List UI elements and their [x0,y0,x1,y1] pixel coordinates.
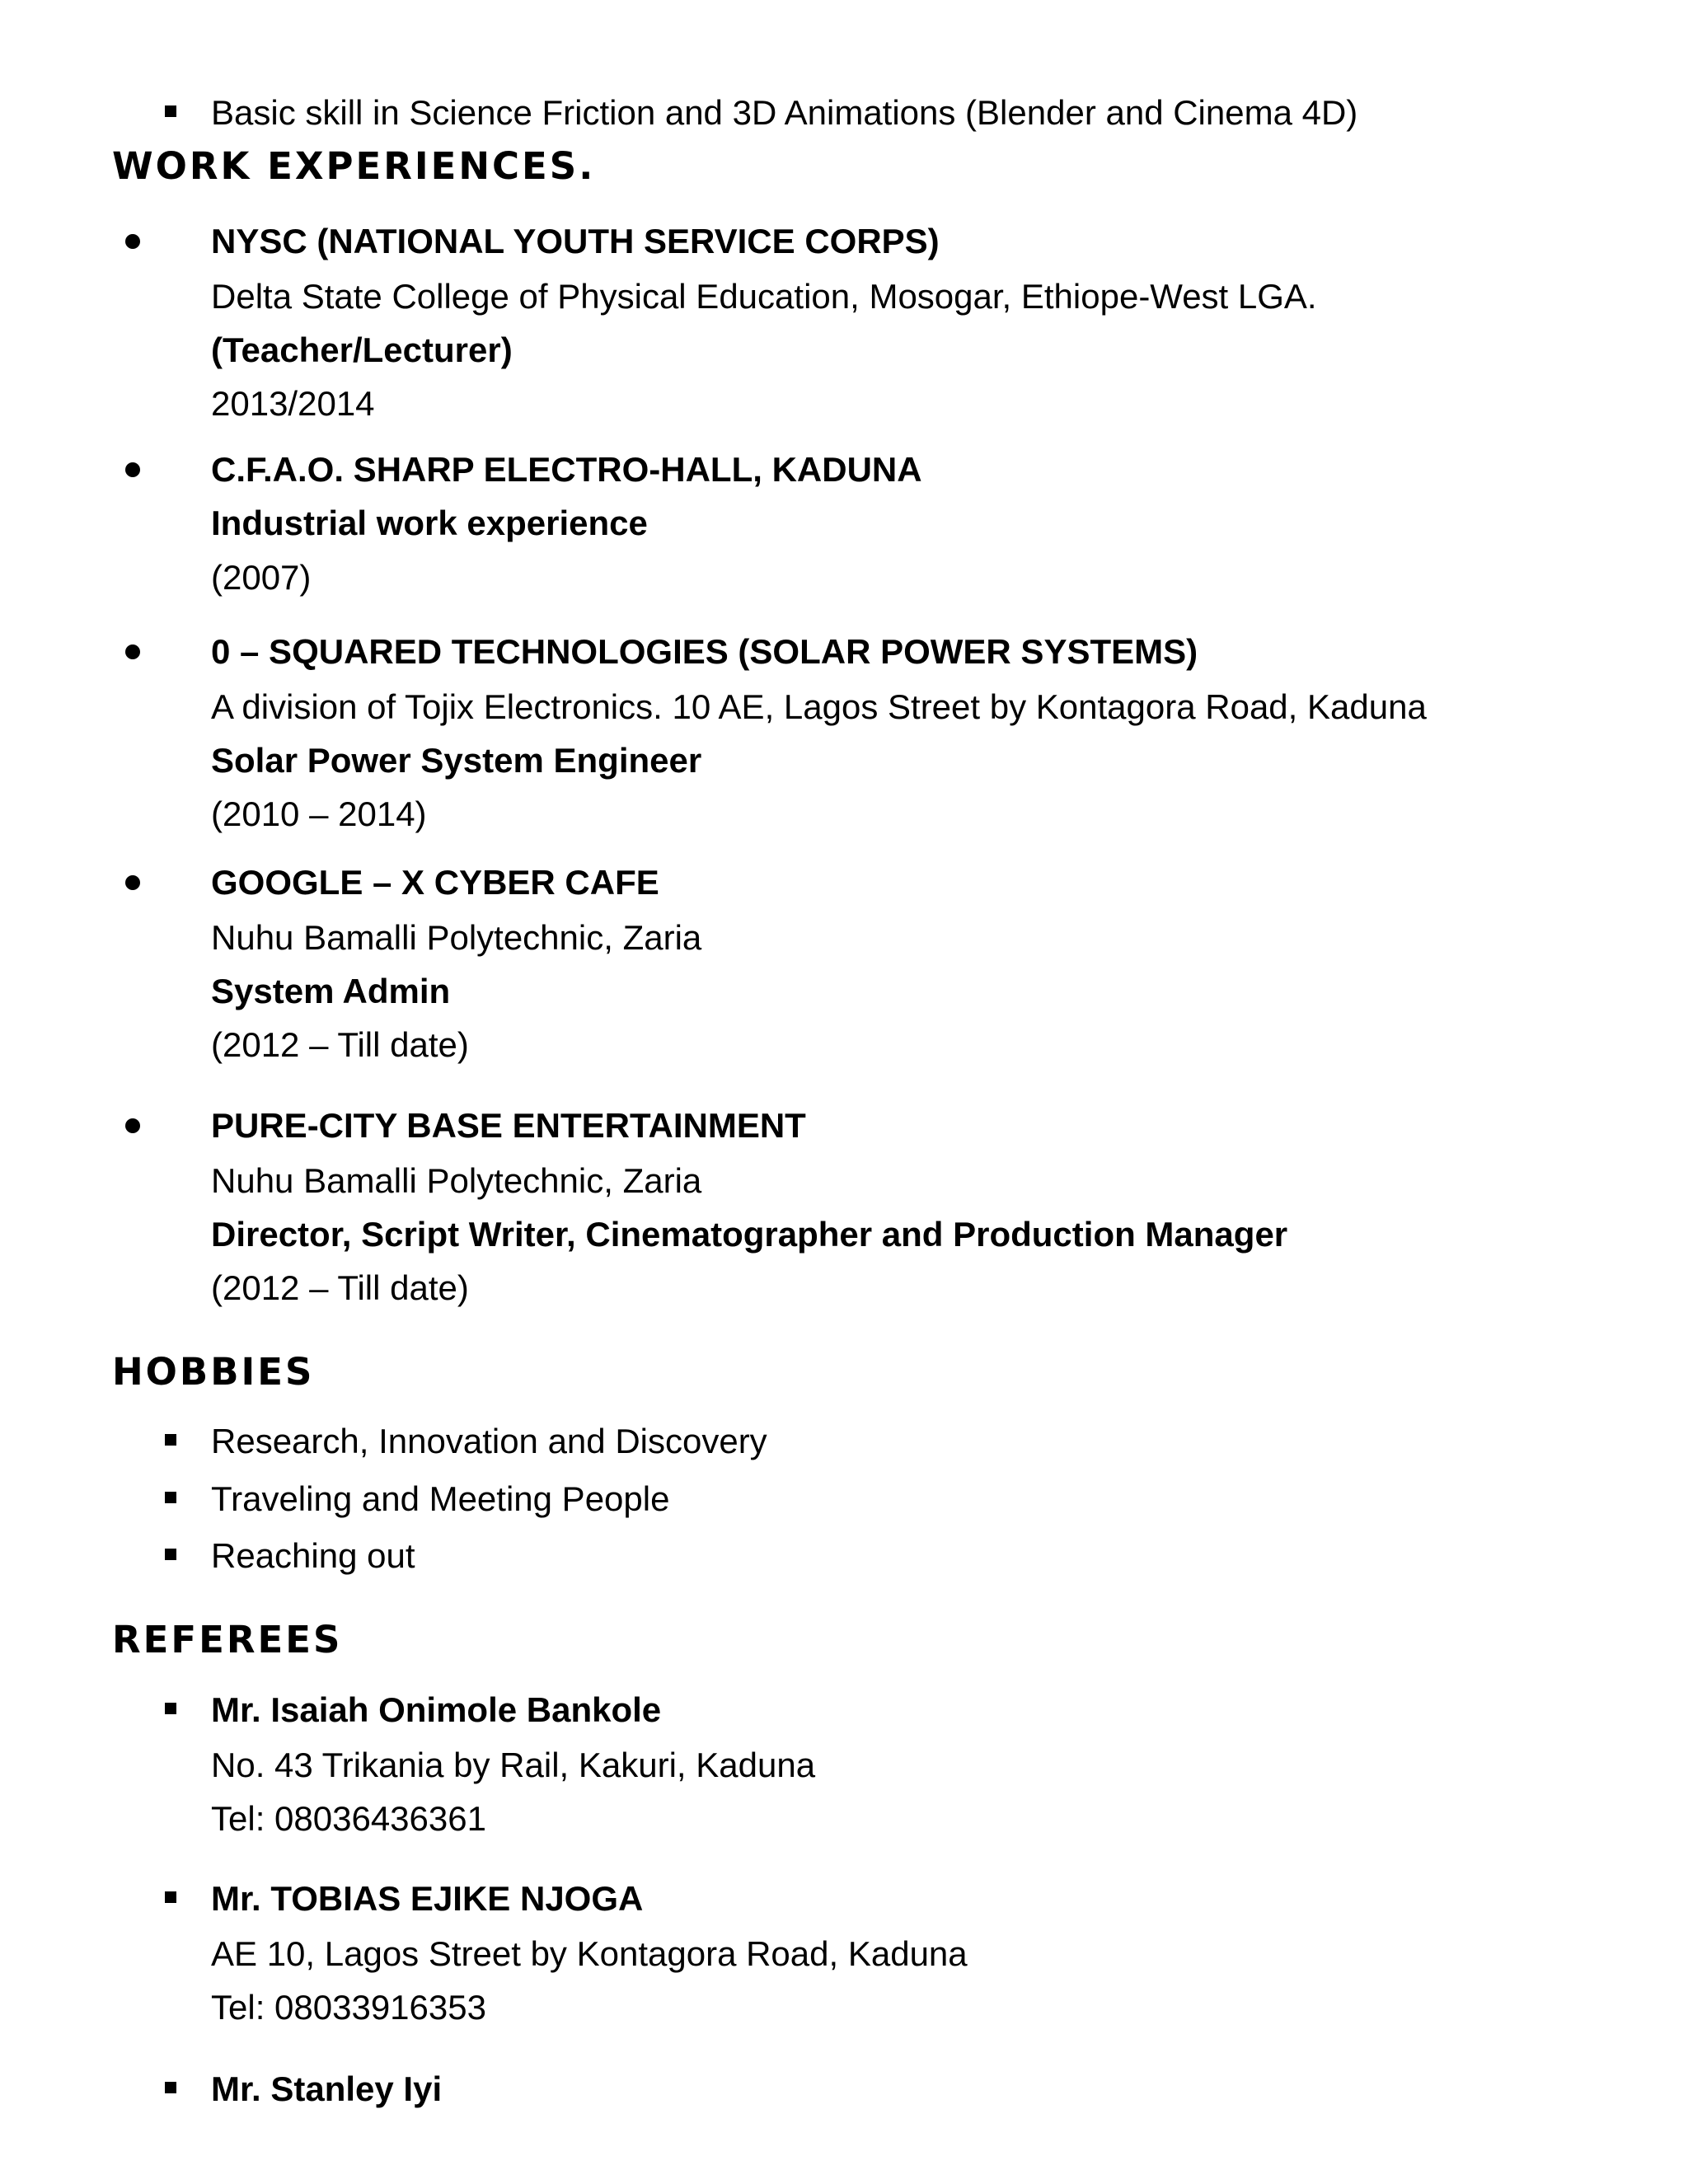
square-bullet-icon [165,1492,176,1503]
work-org: 0 – SQUARED TECHNOLOGIES (SOLAR POWER SYSTEMS) [211,632,1198,671]
referee-tel: Tel: 08036436361 [211,1799,486,1838]
referee-name: Mr. Isaiah Onimole Bankole [211,1690,662,1729]
work-location: Delta State College of Physical Education, Mosogar, Ethiope-West LGA. [211,277,1317,316]
skill-item: Basic skill in Science Friction and 3D Animations (Blender and Cinema 4D) [211,93,1358,132]
section-heading-referees: REFEREES [112,1618,343,1661]
work-role: System Admin [211,972,451,1010]
section-heading-work: WORK EXPERIENCES. [112,144,596,188]
work-org: GOOGLE – X CYBER CAFE [211,863,659,902]
round-bullet-icon [125,875,140,890]
work-org: PURE-CITY BASE ENTERTAINMENT [211,1106,806,1145]
square-bullet-icon [165,1891,176,1903]
work-location: Nuhu Bamalli Polytechnic, Zaria [211,1161,702,1200]
referee-address: AE 10, Lagos Street by Kontagora Road, Kaduna [211,1934,968,1973]
work-period: (2012 – Till date) [211,1268,469,1307]
work-location: Nuhu Bamalli Polytechnic, Zaria [211,918,702,957]
work-role: Solar Power System Engineer [211,741,702,780]
referee-name: Mr. TOBIAS EJIKE NJOGA [211,1879,644,1918]
referee-name: Mr. Stanley Iyi [211,2069,443,2108]
work-period: (2007) [211,558,312,597]
referee-address: No. 43 Trikania by Rail, Kakuri, Kaduna [211,1746,816,1784]
work-role: (Teacher/Lecturer) [211,330,513,369]
work-role: Director, Script Writer, Cinematographer and Production Manager [211,1215,1288,1254]
work-org: NYSC (NATIONAL YOUTH SERVICE CORPS) [211,222,940,260]
round-bullet-icon [125,1118,140,1133]
round-bullet-icon [125,234,140,249]
referee-tel: Tel: 08033916353 [211,1988,486,2027]
square-bullet-icon [165,1434,176,1446]
work-period: (2012 – Till date) [211,1025,469,1064]
round-bullet-icon [125,462,140,477]
round-bullet-icon [125,644,140,659]
work-period: (2010 – 2014) [211,794,427,833]
section-heading-hobbies: HOBBIES [112,1350,315,1394]
square-bullet-icon [165,105,176,117]
hobby-item: Reaching out [211,1536,415,1575]
work-org: C.F.A.O. SHARP ELECTRO-HALL, KADUNA [211,450,922,489]
work-role: Industrial work experience [211,504,648,542]
hobby-item: Research, Innovation and Discovery [211,1422,767,1460]
square-bullet-icon [165,1703,176,1714]
hobby-item: Traveling and Meeting People [211,1479,670,1518]
square-bullet-icon [165,1549,176,1560]
square-bullet-icon [165,2082,176,2093]
work-location: A division of Tojix Electronics. 10 AE, Lagos Street by Kontagora Road, Kaduna [211,687,1427,726]
work-period: 2013/2014 [211,384,375,423]
